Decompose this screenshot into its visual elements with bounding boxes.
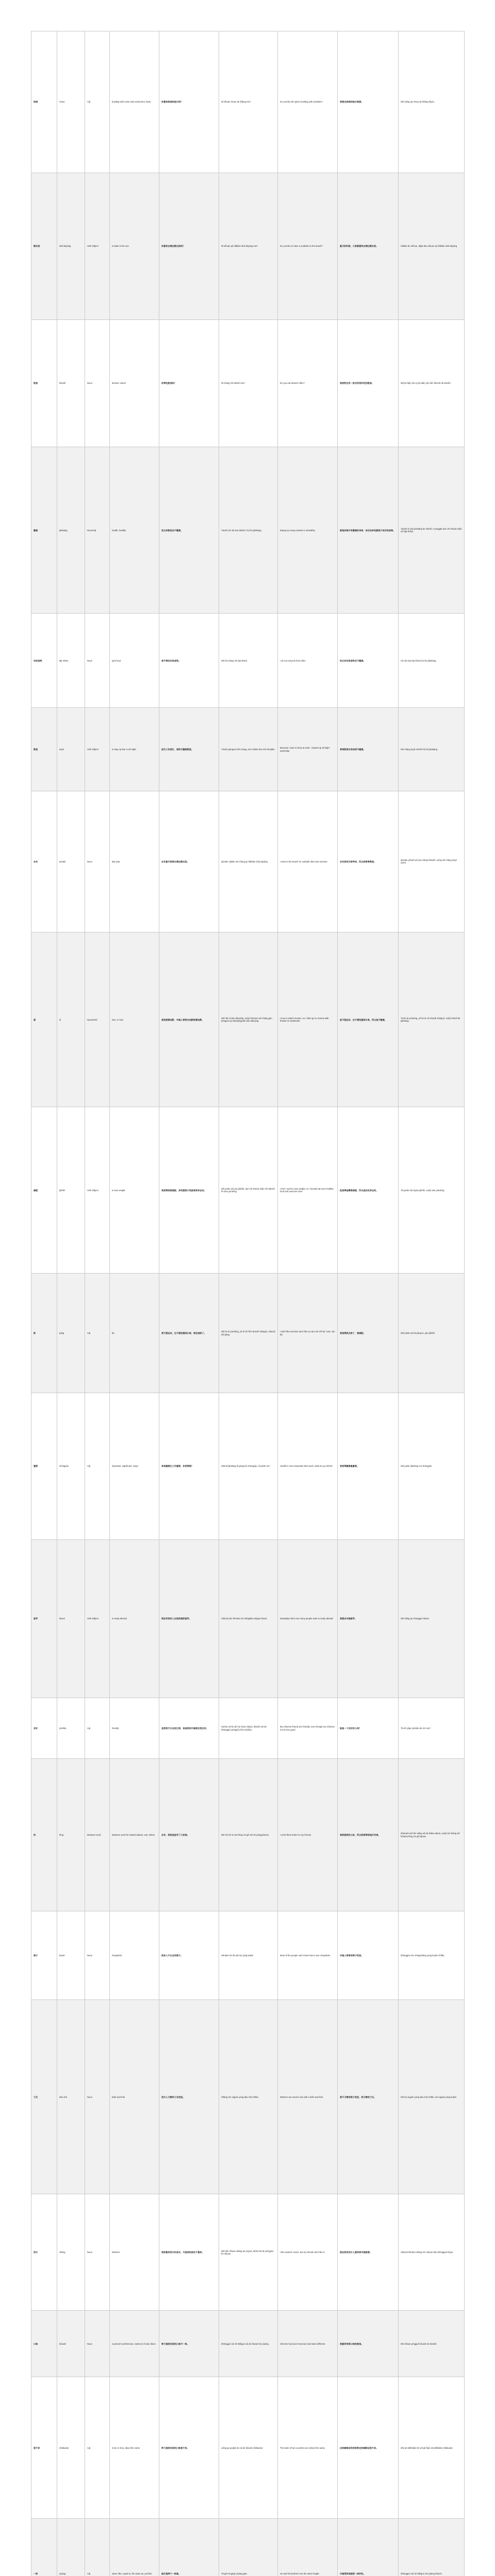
cell-py-question[interactable]: Hěnduō rén bú tài huì yòng kuàizi	[219, 1911, 278, 2000]
cell-english[interactable]: same, like, equal to, the same as, just like	[110, 2518, 159, 2576]
cell-cn-answer[interactable]: 中国人常常用筷子吃饭。	[338, 1911, 399, 2000]
cell-pinyin[interactable]: zhòngyào	[57, 1393, 85, 1539]
cell-en-question[interactable]: I went to the beach for sunbath often last summer.	[278, 791, 338, 933]
cell-cn-answer[interactable]: 他不爱运动，也不爱吃蔬菜水果，所以他不健康。	[338, 933, 399, 1107]
cell-py-question[interactable]: Xiànzài yǒu hěnduō rén xiǎngdào wàiguó liúxué.	[219, 1540, 278, 1698]
cell-pinyin[interactable]: jiǎnféi	[57, 1107, 85, 1274]
cell-py-answer[interactable]: Wǒ xiǎng qù rènao de dìfang lǚyóu.	[399, 31, 465, 173]
table-row	[31, 1393, 465, 1539]
cell-py-question[interactable]: Nǐ xǐhuan qù hǎibiān shài tàiyáng ma?	[219, 173, 278, 319]
cell-word[interactable]: 减肥	[31, 1107, 57, 1274]
cell-word[interactable]: 健康	[31, 447, 57, 614]
cell-pos[interactable]: Noun	[85, 614, 110, 708]
cell-py-answer[interactable]: Tā juéde zìjǐ xūyào jiǎnféi, suǒyǐ duō yùndòng.	[399, 1107, 465, 1274]
cell-cn-answer[interactable]: 他觉得他需要减肥，所以他决定多运动。	[338, 1107, 399, 1274]
cell-pos[interactable]: Adj	[85, 2518, 110, 2576]
cell-py-question[interactable]: Wǒ hěn xǐhuan xīfāng de yīnyuè, kěshì wǒ de péngyǒu bù xǐhuan.	[219, 2194, 278, 2311]
cell-pinyin[interactable]: xīfāng	[57, 2194, 85, 2311]
cell-pinyin[interactable]: liúxué	[57, 1540, 85, 1698]
cell-cn-answer[interactable]: 夏天的时候，大家都喜欢去海边晒太阳。	[338, 173, 399, 319]
cell-cn-question[interactable]: 去年夏天我常去海边晒太阳。	[159, 791, 219, 933]
cell-py-answer[interactable]: Wǒ xǐhuan píngguǒ kǒuwèi de tiánshí.	[399, 2311, 465, 2377]
cell-english[interactable]: a person's preferences, tastes (in food), flavor	[110, 2311, 159, 2377]
cell-pinyin[interactable]: kǒuwèi	[57, 2311, 85, 2377]
cell-en-question[interactable]: Eating too many sweets is unhealthy.	[278, 447, 338, 614]
cell-en-question[interactable]: My Chinese friends are friendly, even though my Chinese is not very good	[278, 1698, 338, 1759]
cell-py-question[interactable]: Liǎng ge guójiā de cài de kǒuwèi chàbuduō.	[219, 2377, 278, 2519]
cell-pos[interactable]: Adj	[85, 1698, 110, 1759]
cell-pinyin[interactable]: chàbuduō	[57, 2377, 85, 2519]
cell-word[interactable]: 友好	[31, 1698, 57, 1759]
cell-pinyin[interactable]: áoyè	[57, 708, 85, 791]
cell-english[interactable]: important, significant, major	[110, 1393, 159, 1539]
cell-english[interactable]: to stay up late or all night	[110, 708, 159, 791]
cell-english[interactable]: health, healthy	[110, 447, 159, 614]
cell-cn-answer[interactable]: 我家附近有一家店有很好吃的甜食。	[338, 319, 399, 447]
cell-cn-answer[interactable]: 这家咖啡店和我家附近的咖啡店差不多。	[338, 2377, 399, 2519]
cell-word[interactable]: 留学	[31, 1540, 57, 1698]
cell-word[interactable]: 筷子	[31, 1911, 57, 2000]
cell-cn-question[interactable]: 很多人不太会用筷子。	[159, 1911, 219, 2000]
cell-pos[interactable]: Noun	[85, 319, 110, 447]
cell-py-answer[interactable]: Wǒ juéde wǒ tài pàng le, yào jiǎnféi.	[399, 1274, 465, 1393]
cell-pos[interactable]: Noun	[85, 1911, 110, 2000]
cell-py-question[interactable]: Yīnwèi gōngzuò hěn máng, wǒ zuótiān dōu méi shuìjiào.	[219, 708, 278, 791]
cell-en-question[interactable]: I send three letters to my friends.	[278, 1759, 338, 1911]
cell-english[interactable]: to bask in the sun	[110, 173, 159, 319]
cell-cn-question[interactable]: 身体健康比工作重要，你觉得呢？	[159, 1393, 219, 1539]
table-row	[31, 2194, 465, 2311]
cell-cn-answer[interactable]: 我觉得健康最重要。	[338, 1393, 399, 1539]
cell-pos[interactable]: Adj	[85, 31, 110, 173]
cell-pos[interactable]: Verb Object	[85, 1107, 110, 1274]
cell-word[interactable]: 口味	[31, 2311, 57, 2377]
cell-py-answer[interactable]: Wǒ xiǎng qù zhōngguó liúxué.	[399, 1540, 465, 1698]
cell-py-answer[interactable]: Zhōngguó cài hé Měiguó cài yíyàng hǎochī.	[399, 2518, 465, 2576]
table-row	[31, 173, 465, 319]
cell-english[interactable]: fat	[110, 1274, 159, 1393]
cell-en-question[interactable]: Do you like to have a sunbath on the beach?	[278, 173, 338, 319]
cell-pinyin[interactable]: yǒuhǎo	[57, 1698, 85, 1759]
table-row	[31, 1698, 465, 1759]
cell-py-answer[interactable]: Wǒ bù xíguàn yòng dāo chā chīfàn, wǒ xíguàn yòng kuàizi.	[399, 2000, 465, 2194]
cell-py-question[interactable]: Zhōngguó cài hé Měiguó cài de kǒuwèi bù yíyàng	[219, 2311, 278, 2377]
cell-pinyin[interactable]: shài tàiyáng	[57, 173, 85, 319]
cell-pos[interactable]: Noun	[85, 791, 110, 933]
cell-english[interactable]: dessert, sweet	[110, 319, 159, 447]
cell-py-answer[interactable]: Tā shì yíge yǒuhǎo de rén ma?	[399, 1698, 465, 1759]
table-row	[31, 1107, 465, 1274]
cell-cn-question[interactable]: 我很喜欢西方的音乐，可是我的朋友不喜欢。	[159, 2194, 219, 2311]
cell-en-question[interactable]: I don't like exercise and I like to eat a lot of fruit, now I am fat.	[278, 1274, 338, 1393]
cell-cn-answer[interactable]: 吃太多垃圾食物会不健康。	[338, 614, 399, 708]
cell-english[interactable]: to study abroad	[110, 1540, 159, 1698]
vocabulary-table	[31, 31, 465, 2576]
cell-py-question[interactable]: Wǒ shí xiě le sān fēng xìn gěi wǒ de péngyǒumen.	[219, 1759, 278, 1911]
cell-py-answer[interactable]: Zhènwèi wǒ hěn xiǎng wǒ de bàba māma, suǒyǐ wǒ cháng xiě hěnduō fēng xìn gěi tāmen	[399, 1759, 465, 1911]
cell-py-answer[interactable]: Wǒ juéde jiànkāng zuì zhòngyào.	[399, 1393, 465, 1539]
cell-py-answer[interactable]: Zhōngguó rén chángcháng yòng kuàizi chīfàn.	[399, 1911, 465, 2000]
table-row	[31, 791, 465, 933]
cell-word[interactable]: 甜食	[31, 319, 57, 447]
cell-english[interactable]: Western	[110, 2194, 159, 2311]
cell-pinyin[interactable]: fēng	[57, 1759, 85, 1911]
cell-py-question[interactable]: Yàoshi chī tài duō tiánshí, huì bù jiànkāng.	[219, 447, 278, 614]
cell-py-answer[interactable]: Tā bú ài yùndòng, yě bú ài chī shūcài shuǐguǒ, suǒyǐ shēntǐ bù jiànkāng.	[399, 933, 465, 1107]
cell-py-answer[interactable]: Wǒ jiā fùjìn yǒu yì jiā diàn yǒu hěn hǎochī de tiánshí.	[399, 319, 465, 447]
cell-cn-question[interactable]: 我觉得我要减肥，多吃蔬菜少吃甜食和多运动。	[159, 1107, 219, 1274]
table-row	[31, 2311, 465, 2377]
table-row	[31, 1911, 465, 2000]
cell-cn-question[interactable]: 我很爱看电影，中国人常常去电影院看电影。	[159, 933, 219, 1107]
cell-cn-answer[interactable]: 我觉得我太胖了，要减肥。	[338, 1274, 399, 1393]
cell-en-question[interactable]: Most of the people can't know how to use chopsticks	[278, 1911, 338, 2000]
cell-english[interactable]: junk food	[110, 614, 159, 708]
table-row	[31, 447, 465, 614]
table-row	[31, 31, 465, 173]
cell-english[interactable]: Measure word for sealed objects, esp. letters	[110, 1759, 159, 1911]
table-row	[31, 2000, 465, 2194]
cell-pinyin[interactable]: qùnián	[57, 791, 85, 933]
cell-py-question[interactable]: Qùnián xiàtiān wǒ cháng qù hǎibiān shài tàiyáng.	[219, 791, 278, 933]
cell-word[interactable]: 晒太阳	[31, 173, 57, 319]
cell-word[interactable]: 刀叉	[31, 2000, 57, 2194]
cell-pinyin[interactable]: kuàizi	[57, 1911, 85, 2000]
cell-py-question[interactable]: Suīrán wǒ bú tài huì shuō Hànyǔ, dànshì wǒ de Zhōngguó péngyǒu hěn yǒuhǎo.	[219, 1698, 278, 1759]
table-row	[31, 2518, 465, 2576]
cell-pos[interactable]: Adj	[85, 1393, 110, 1539]
cell-cn-answer[interactable]: 我想去热闹的地方旅游。	[338, 31, 399, 173]
cell-pos[interactable]: Noun	[85, 2000, 110, 2194]
table-body	[31, 31, 465, 2576]
cell-en-question[interactable]: I feel I need to lose weight, so I should eat more healthy food and exercise more	[278, 1107, 338, 1274]
cell-py-answer[interactable]: Wǒ cháng áoyè shēntǐ huì bù jiànkāng.	[399, 708, 465, 791]
table-row	[31, 933, 465, 1107]
cell-pos[interactable]: Measure word	[85, 1759, 110, 1911]
cell-word[interactable]: 胖	[31, 1274, 57, 1393]
cell-pos[interactable]: Adj	[85, 1274, 110, 1393]
cell-word[interactable]: 爱	[31, 933, 57, 1107]
cell-pinyin[interactable]: lājī shíwù	[57, 614, 85, 708]
cell-cn-question[interactable]: 两个国家的菜的口味差不多。	[159, 2377, 219, 2519]
cell-cn-question[interactable]: 我不爱运动，也不爱吃蔬菜水果，现在我胖了。	[159, 1274, 219, 1393]
cell-cn-question[interactable]: 你常吃甜食吗？	[159, 319, 219, 447]
cell-pos[interactable]: Noun/Verb	[85, 933, 110, 1107]
table-row	[31, 2377, 465, 2519]
cell-en-question[interactable]: Do you like the place bustling with activities?	[278, 31, 338, 173]
cell-pos[interactable]: Verb Object	[85, 173, 110, 319]
cell-py-answer[interactable]: Xiàtiān de shíhou, dàjiā dōu xǐhuan qù hǎibiān shài tàiyáng	[399, 173, 465, 319]
cell-pinyin[interactable]: dāo chā	[57, 2000, 85, 2194]
cell-py-answer[interactable]: Zhè jiā kāfēidiàn hé wǒ jiā fùjìn de kāfēidiàn chàbuduō.	[399, 2377, 465, 2519]
cell-en-question[interactable]: Health is more important than work, what do you think?	[278, 1393, 338, 1539]
cell-word[interactable]: 热闹	[31, 31, 57, 173]
cell-py-question[interactable]: Shēntǐ jiànkāng bǐ gōngzuò zhòngyào, nǐ juéde ne?	[219, 1393, 278, 1539]
cell-pos[interactable]: Noun/Adj	[85, 447, 110, 614]
cell-pinyin[interactable]: jiànkāng	[57, 447, 85, 614]
cell-english[interactable]: love, to love	[110, 933, 159, 1107]
cell-cn-answer[interactable]: 常常熬夜对身体很不健康。	[338, 708, 399, 791]
cell-en-question[interactable]: Because I was so busy at work, I stayed up all night yesterday.	[278, 708, 338, 791]
cell-english[interactable]: knife and fork	[110, 2000, 159, 2194]
cell-word[interactable]: 去年	[31, 791, 57, 933]
cell-cn-question[interactable]: 你喜欢去海边晒太阳吗？	[159, 173, 219, 319]
cell-cn-question[interactable]: 去年，我给爸爸写了三封信。	[159, 1759, 219, 1911]
cell-cn-answer[interactable]: 她是一个友好的人吗？	[338, 1698, 399, 1759]
cell-en-question[interactable]: Nowadays there are many people want to study abroad.	[278, 1540, 338, 1698]
cell-cn-answer[interactable]: 我很爱我的父母，所以我常常给他们写信。	[338, 1759, 399, 1911]
cell-en-question[interactable]: Western are used to eat with a knife and fork.	[278, 2000, 338, 2194]
cell-pinyin[interactable]: ài	[57, 933, 85, 1107]
cell-py-answer[interactable]: Qùnián yīnwèi wǒ yǒu Hànyǔ kǎoshì, suǒyǐ wǒ cháng áoyè xuéxí.	[399, 791, 465, 933]
cell-word[interactable]: 一样	[31, 2518, 57, 2576]
cell-pos[interactable]: Verb Object	[85, 1540, 110, 1698]
spreadsheet-canvas	[0, 0, 495, 382]
cell-english[interactable]: bustling with noise and excitement, lively	[110, 31, 159, 173]
cell-cn-question[interactable]: 因为工作很忙，我昨天整晚熬夜。	[159, 708, 219, 791]
cell-cn-answer[interactable]: 中国菜和美国菜一样好吃。	[338, 2518, 399, 2576]
cell-cn-answer[interactable]: 去年我有汉语考试，所以我常常熬夜。	[338, 791, 399, 933]
cell-py-question[interactable]: Nǐ cháng chī tiánshí ma?	[219, 319, 278, 447]
cell-cn-answer[interactable]: 现在很多西方人喜欢到中国旅游。	[338, 2194, 399, 2311]
cell-py-question[interactable]: Wǒ bù cháng chī lājī shíwù.	[219, 614, 278, 708]
cell-cn-answer[interactable]: 我想去中国留学。	[338, 1540, 399, 1698]
cell-cn-question[interactable]: 我不常吃垃圾食物。	[159, 614, 219, 708]
cell-cn-answer[interactable]: 我喜欢苹果口味的甜食。	[338, 2311, 399, 2377]
cell-py-answer[interactable]: Chī tài duō lājī shíwù huì bù jiànkāng.	[399, 614, 465, 708]
cell-english[interactable]: friendly	[110, 1698, 159, 1759]
cell-py-question[interactable]: Wǒ juéde wǒ yào jiǎnféi, duō chī shūcài shǎo chī tiánshí hé duō yùndòng.	[219, 1107, 278, 1274]
cell-word[interactable]: 封	[31, 1759, 57, 1911]
cell-pinyin[interactable]: rènao	[57, 31, 85, 173]
cell-py-question[interactable]: Wǒ hěn ài kàn diànyǐng, suǒyǐ zhōumò wǒ cháng gēn péngyǒu qù diànyǐngyuàn kàn diànyǐng.	[219, 933, 278, 1107]
cell-en-question[interactable]: Chinese food and American food taste different.	[278, 2311, 338, 2377]
cell-word[interactable]: 重要	[31, 1393, 57, 1539]
cell-word[interactable]: 差不多	[31, 2377, 57, 2519]
cell-cn-question[interactable]: 每个国家的菜的口味不一样。	[159, 2311, 219, 2377]
cell-py-answer[interactable]: Yàoshi nǐ yào jiànkāng de shēntǐ, nǐ yīnggāi duō chī shūcài shǎo chī lājī shíwù.	[399, 447, 465, 614]
table-row	[31, 1274, 465, 1393]
table-row	[31, 614, 465, 708]
cell-cn-answer[interactable]: 要是你想中有健康的身体，你应该多吃蔬菜少吃垃圾食物。	[338, 447, 399, 614]
cell-cn-question[interactable]: 西方人习惯用刀叉吃饭。	[159, 2000, 219, 2194]
cell-word[interactable]: 熬夜	[31, 708, 57, 791]
cell-pinyin[interactable]: pàng	[57, 1274, 85, 1393]
table-row	[31, 319, 465, 447]
cell-english[interactable]: more or less, about the same	[110, 2377, 159, 2519]
cell-cn-question[interactable]: 他们是两个一样高。	[159, 2518, 219, 2576]
table-row	[31, 1759, 465, 1911]
cell-cn-question[interactable]: 你喜欢热闹的地方吗？	[159, 31, 219, 173]
cell-py-question[interactable]: Nǐ xǐhuan rènao de dìfang ma?	[219, 31, 278, 173]
cell-pinyin[interactable]: tiánshí	[57, 319, 85, 447]
cell-en-question[interactable]: I do not eat junk food often.	[278, 614, 338, 708]
cell-pos[interactable]: Adj	[85, 2377, 110, 2519]
cell-english[interactable]: last year	[110, 791, 159, 933]
cell-en-question[interactable]: I like western music, but my friends don't like it.	[278, 2194, 338, 2311]
table-row	[31, 708, 465, 791]
cell-word[interactable]: 垃圾食物	[31, 614, 57, 708]
cell-en-question[interactable]: Do you eat dessert often?	[278, 319, 338, 447]
cell-py-question[interactable]: Wǒ bú ài yùndòng, yě ài chī hěn duōchī shuǐguǒ, xiànzài wǒ pàng.	[219, 1274, 278, 1393]
cell-cn-question[interactable]: 吃太多甜食会不健康。	[159, 447, 219, 614]
cell-english[interactable]: chopsticks	[110, 1911, 159, 2000]
cell-english[interactable]: to lose weight	[110, 1107, 159, 1274]
cell-pinyin[interactable]: yíyàng	[57, 2518, 85, 2576]
cell-pos[interactable]: Noun	[85, 2311, 110, 2377]
cell-cn-question[interactable]: 现在有很多人去别的国家留学。	[159, 1540, 219, 1698]
cell-pos[interactable]: Noun	[85, 2194, 110, 2311]
cell-cn-question[interactable]: 虽然我不太会说汉语，但是我的中国朋友很友好。	[159, 1698, 219, 1759]
cell-en-question[interactable]: He and his brother's are the same height.	[278, 2518, 338, 2576]
cell-py-question[interactable]: Tā gēn tā gège yíyàng gāo.	[219, 2518, 278, 2576]
cell-en-question[interactable]: The taste of two countries are almost the same.	[278, 2377, 338, 2519]
cell-py-answer[interactable]: Xiànzài hěnduō xīfāng rén xǐhuan dào Zhōngguó lǚyóu.	[399, 2194, 465, 2311]
cell-cn-answer[interactable]: 我不习惯用筷子吃饭，我习惯用刀叉。	[338, 2000, 399, 2194]
cell-py-question[interactable]: Xīfāng rén xíguàn yòng dāo chā chīfàn.	[219, 2000, 278, 2194]
cell-pos[interactable]: Verb Object	[85, 708, 110, 791]
cell-en-question[interactable]: I love to watch movies, so I often go to cinema with friends on weekends.	[278, 933, 338, 1107]
cell-word[interactable]: 西方	[31, 2194, 57, 2311]
table-row	[31, 1540, 465, 1698]
